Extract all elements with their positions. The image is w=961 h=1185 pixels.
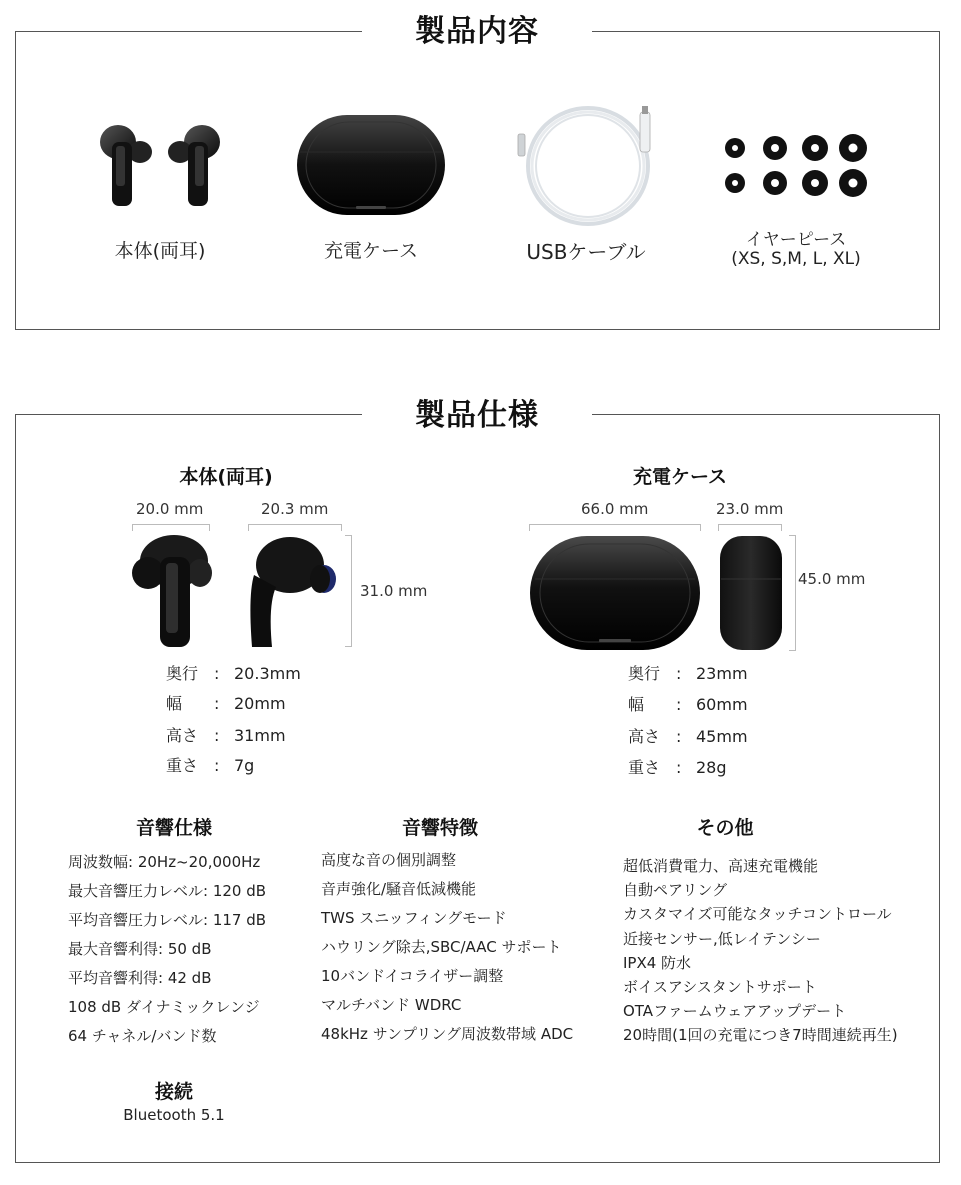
earbuds-spec-value: 20mm	[234, 694, 286, 713]
earbuds-height-dim: 31.0 mm	[360, 582, 428, 600]
features-heading: 音響特徴	[401, 817, 478, 839]
earbuds-spec-value: 7g	[234, 756, 255, 775]
list-item: ハウリング除去,SBC/AAC サポート	[321, 938, 562, 956]
earbuds-spec-row	[166, 691, 286, 714]
specs-title: 製品仕様	[362, 396, 592, 436]
case-spec-colon: :	[676, 727, 682, 746]
list-item: 最大音響圧力レベル: 120 dB	[68, 882, 267, 900]
case-spec-value: 23mm	[696, 664, 748, 683]
earbuds-spec-key: 重さ	[166, 756, 199, 775]
list-item: 最大音響利得: 50 dB	[68, 940, 212, 958]
earbuds-spec-key: 高さ	[166, 726, 199, 745]
case-spec-colon: :	[676, 664, 682, 683]
list-item: 音声強化/騒音低減機能	[321, 880, 477, 898]
earbuds-spec-value: 20.3mm	[234, 664, 301, 683]
case-spec-row	[628, 661, 748, 684]
earbuds-depth-dim: 20.3 mm	[261, 500, 329, 518]
case-spec-row	[628, 755, 727, 778]
list-item: マルチバンド WDRC	[321, 996, 462, 1014]
connection-value: Bluetooth 5.1	[123, 1106, 225, 1124]
case-height-dim: 45.0 mm	[798, 570, 866, 588]
case-spec-colon: :	[676, 758, 682, 777]
earbuds-width-bracket	[132, 524, 210, 531]
earbuds-spec-colon: :	[214, 726, 220, 745]
features-list	[321, 846, 573, 1049]
earbuds-spec-row	[166, 753, 254, 776]
contents-item-cable-label: USBケーブル	[526, 240, 646, 264]
list-item: カスタマイズ可能なタッチコントロール	[623, 905, 892, 924]
list-item: 周波数幅: 20Hz~20,000Hz	[68, 853, 261, 871]
case-width-bracket	[529, 524, 701, 531]
earbud-front-icon	[130, 535, 214, 647]
list-item: IPX4 防水	[623, 953, 692, 972]
case-spec-row	[628, 724, 748, 747]
case-spec-row	[628, 692, 748, 715]
list-item: TWS スニッフィングモード	[321, 909, 507, 927]
list-item: 平均音響圧力レベル: 117 dB	[68, 911, 267, 929]
contents-item-case-label: 充電ケース	[323, 240, 419, 262]
earbuds-spec-row	[166, 661, 301, 684]
case-width-dim: 66.0 mm	[581, 500, 649, 518]
case-spec-value: 60mm	[696, 695, 748, 714]
list-item: 10バンドイコライザー調整	[321, 967, 504, 985]
other-heading: その他	[696, 817, 754, 839]
list-item: 近接センサー,低レイテンシー	[623, 929, 821, 948]
case-spec-key: 幅	[628, 695, 645, 714]
case-depth-bracket	[718, 524, 782, 531]
earbuds-spec-colon: :	[214, 694, 220, 713]
list-item: 48kHz サンプリング周波数帯域 ADC	[321, 1025, 574, 1043]
contents-item-earbuds-label: 本体(両耳)	[114, 240, 206, 262]
earbuds-icon	[98, 122, 222, 210]
case-spec-key: 高さ	[628, 727, 661, 746]
earbuds-spec-row	[166, 723, 286, 746]
earbuds-spec-colon: :	[214, 756, 220, 775]
list-item: 64 チャネル/バンド数	[68, 1027, 217, 1045]
acoustic-heading: 音響仕様	[135, 817, 212, 839]
list-item: 平均音響利得: 42 dB	[68, 969, 212, 987]
case-spec-key: 重さ	[628, 758, 661, 777]
case-front-icon	[529, 535, 701, 651]
contents-item-eartips-label: イヤーピース	[745, 230, 847, 250]
usb-cable-icon	[516, 104, 658, 228]
case-height-bracket	[789, 535, 796, 651]
earbuds-spec-key: 奥行	[166, 664, 199, 683]
acoustic-list	[68, 848, 266, 1051]
list-item: 20時間(1回の充電につき7時間連続再生)	[623, 1026, 898, 1045]
case-spec-colon: :	[676, 695, 682, 714]
earbuds-spec-heading: 本体(両耳)	[179, 466, 273, 488]
case-spec-heading: 充電ケース	[632, 466, 728, 488]
list-item: 超低消費電力、高速充電機能	[623, 857, 819, 875]
contents-item-eartips-sizes: (XS, S,M, L, XL)	[731, 249, 861, 269]
ear-tips-icon	[722, 133, 870, 197]
case-depth-dim: 23.0 mm	[716, 500, 784, 518]
earbuds-spec-key: 幅	[166, 694, 183, 713]
earbuds-spec-colon: :	[214, 664, 220, 683]
charging-case-icon	[296, 114, 446, 216]
contents-title: 製品内容	[362, 12, 592, 52]
connection-heading: 接続	[154, 1081, 193, 1103]
case-spec-key: 奥行	[628, 664, 661, 683]
earbuds-width-dim: 20.0 mm	[136, 500, 204, 518]
earbud-side-icon	[246, 535, 338, 647]
list-item: ボイスアシスタントサポート	[623, 978, 817, 997]
case-side-icon	[719, 535, 783, 651]
case-spec-value: 28g	[696, 758, 727, 777]
list-item: 高度な音の個別調整	[321, 851, 457, 869]
list-item: OTAファームウェアアップデート	[623, 1002, 847, 1021]
list-item: 108 dB ダイナミックレンジ	[68, 998, 260, 1016]
case-spec-value: 45mm	[696, 727, 748, 746]
list-item: 自動ペアリング	[623, 881, 728, 900]
earbuds-spec-value: 31mm	[234, 726, 286, 745]
earbuds-depth-bracket	[248, 524, 342, 531]
earbuds-height-bracket	[345, 535, 352, 647]
other-list	[623, 854, 898, 1048]
